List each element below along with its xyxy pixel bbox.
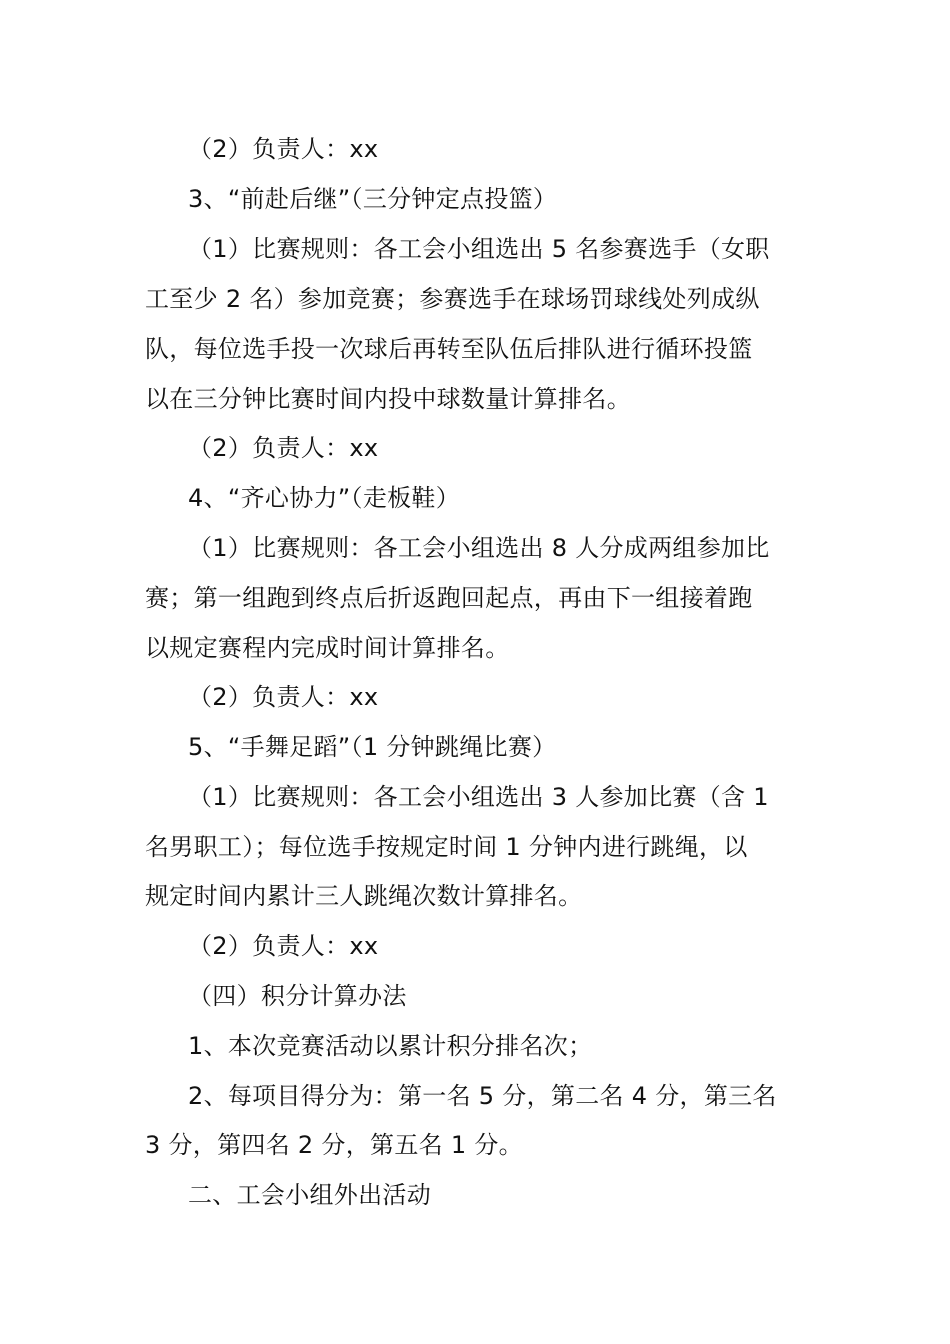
responsible-person-2: （2）负责人：xx: [188, 135, 379, 163]
item-5-rules-line-1: （1）比赛规则：各工会小组选出 3 人参加比赛（含 1: [188, 783, 769, 811]
item-4-heading: 4、“齐心协力”（走板鞋）: [188, 484, 461, 512]
item-4-rules-line-3: 以规定赛程内完成时间计算排名。: [145, 634, 510, 662]
section-two-heading: 二、工会小组外出活动: [188, 1181, 431, 1209]
item-4-rules-line-2: 赛；第一组跑到终点后折返跑回起点，再由下一组接着跑: [145, 584, 753, 612]
item-3-rules-line-4: 以在三分钟比赛时间内投中球数量计算排名。: [145, 385, 631, 413]
item-5-rules-line-2: 名男职工）；每位选手按规定时间 1 分钟内进行跳绳，以: [145, 833, 748, 861]
item-3-responsible: （2）负责人：xx: [188, 434, 379, 462]
section-4-heading: （四）积分计算办法: [188, 982, 407, 1010]
item-5-responsible: （2）负责人：xx: [188, 932, 379, 960]
scoring-rule-2-line-2: 3 分，第四名 2 分，第五名 1 分。: [145, 1131, 523, 1159]
item-4-rules-line-1: （1）比赛规则：各工会小组选出 8 人分成两组参加比: [188, 534, 770, 562]
item-5-rules-line-3: 规定时间内累计三人跳绳次数计算排名。: [145, 882, 583, 910]
item-3-rules-line-1: （1）比赛规则：各工会小组选出 5 名参赛选手（女职: [188, 235, 770, 263]
item-4-responsible: （2）负责人：xx: [188, 683, 379, 711]
item-3-rules-line-3: 队，每位选手投一次球后再转至队伍后排队进行循环投篮: [145, 335, 753, 363]
scoring-rule-2-line-1: 2、每项目得分为：第一名 5 分，第二名 4 分，第三名: [188, 1082, 777, 1110]
item-5-heading: 5、“手舞足蹈”（1 分钟跳绳比赛）: [188, 733, 557, 761]
item-3-rules-line-2: 工至少 2 名）参加竞赛；参赛选手在球场罚球线处列成纵: [145, 285, 760, 313]
item-3-heading: 3、“前赴后继”（三分钟定点投篮）: [188, 185, 558, 213]
scoring-rule-1: 1、本次竞赛活动以累计积分排名次；: [188, 1032, 593, 1060]
